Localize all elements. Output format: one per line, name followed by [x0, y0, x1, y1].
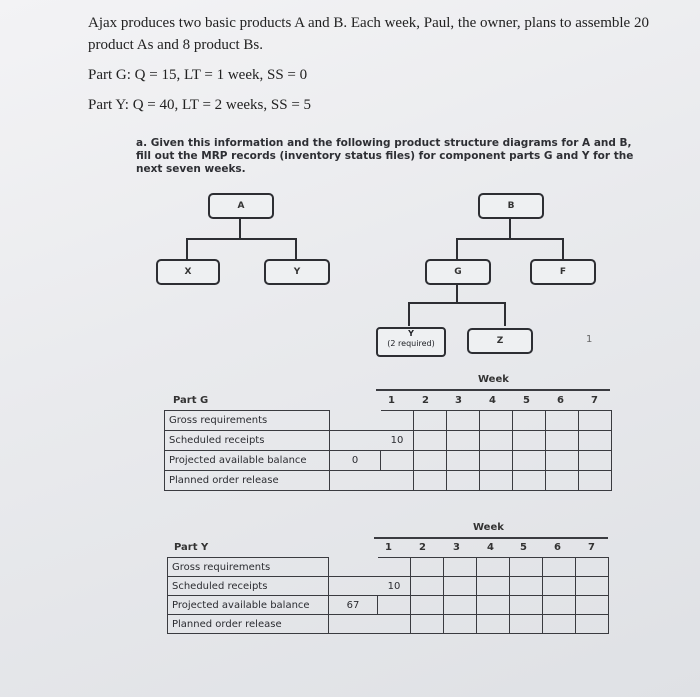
- cell[interactable]: [546, 471, 579, 491]
- cell[interactable]: [381, 471, 414, 491]
- connector: [456, 283, 458, 303]
- connector: [456, 238, 458, 260]
- node-yreq-note: (2 required): [387, 339, 435, 348]
- cell[interactable]: [480, 451, 513, 471]
- part-y-week-5: 5: [520, 542, 527, 553]
- cell[interactable]: [576, 558, 609, 577]
- cell[interactable]: [477, 558, 510, 577]
- cell[interactable]: [447, 471, 480, 491]
- part-g-week-2: 2: [422, 395, 429, 406]
- table-row: [168, 558, 609, 577]
- row-label: Projected available balance: [168, 596, 329, 615]
- row-label: Planned order release: [168, 615, 329, 634]
- cell[interactable]: [477, 577, 510, 596]
- cell[interactable]: [513, 411, 546, 431]
- cell[interactable]: [510, 577, 543, 596]
- cell[interactable]: [513, 431, 546, 451]
- cell[interactable]: [477, 596, 510, 615]
- part-g-week-title: Week: [478, 374, 509, 385]
- cell[interactable]: [378, 596, 411, 615]
- part-g-week-6: 6: [557, 395, 564, 406]
- cell[interactable]: [414, 411, 447, 431]
- cell[interactable]: [378, 558, 411, 577]
- table-row: [165, 451, 612, 471]
- balance-spacer: [330, 431, 381, 451]
- node-y-2-required: [376, 327, 446, 357]
- connector: [186, 238, 296, 240]
- cell[interactable]: [444, 596, 477, 615]
- node-z: [467, 328, 533, 354]
- cell[interactable]: [411, 596, 444, 615]
- balance-spacer: [330, 411, 381, 431]
- cell[interactable]: [513, 451, 546, 471]
- part-y-week-7: 7: [588, 542, 595, 553]
- table-row: [168, 615, 609, 634]
- node-y-label: Y: [293, 267, 301, 277]
- cell[interactable]: [414, 431, 447, 451]
- connector: [186, 238, 188, 260]
- node-f: [530, 259, 596, 285]
- question-a: a. Given this information and the following product structure diagrams for A and B, fill out the MRP records (inventory status files) for component parts G and Y for the next seven weeks.: [136, 137, 634, 175]
- part-y-week-6: 6: [554, 542, 561, 553]
- cell[interactable]: [543, 577, 576, 596]
- balance-spacer: [329, 577, 378, 596]
- balance-spacer: [329, 558, 378, 577]
- connector: [509, 217, 511, 239]
- cell[interactable]: [444, 577, 477, 596]
- node-a: [208, 193, 274, 219]
- cell[interactable]: [477, 615, 510, 634]
- node-x: [156, 259, 220, 285]
- table-row: [168, 577, 609, 596]
- cell[interactable]: [576, 577, 609, 596]
- part-g-mrp-table: [164, 410, 612, 491]
- part-y-week-1: 1: [385, 542, 392, 553]
- connector: [504, 302, 506, 326]
- cell[interactable]: [579, 471, 612, 491]
- cell[interactable]: [513, 471, 546, 491]
- cell[interactable]: [381, 451, 414, 471]
- cell[interactable]: [579, 411, 612, 431]
- cell[interactable]: [480, 411, 513, 431]
- cell[interactable]: [414, 471, 447, 491]
- connector: [239, 217, 241, 239]
- row-label: Scheduled receipts: [168, 577, 329, 596]
- table-row: [165, 411, 612, 431]
- cell[interactable]: [543, 596, 576, 615]
- part-y-week-2: 2: [419, 542, 426, 553]
- cell[interactable]: [576, 615, 609, 634]
- cell[interactable]: [510, 558, 543, 577]
- node-yreq-label: Y: [408, 329, 414, 338]
- part-g-week-1: 1: [388, 395, 395, 406]
- row-label: Projected available balance: [165, 451, 330, 471]
- row-label: Gross requirements: [168, 558, 329, 577]
- cell[interactable]: [444, 558, 477, 577]
- row-label: Gross requirements: [165, 411, 330, 431]
- cell[interactable]: [543, 615, 576, 634]
- table-row: [165, 471, 612, 491]
- cell[interactable]: [447, 451, 480, 471]
- cell[interactable]: [381, 411, 414, 431]
- part-y-week-title: Week: [473, 522, 504, 533]
- connector: [562, 238, 564, 260]
- cell[interactable]: [579, 451, 612, 471]
- week-rule: [374, 537, 608, 539]
- node-z-label: Z: [496, 336, 504, 346]
- cell[interactable]: [546, 431, 579, 451]
- cell[interactable]: [414, 451, 447, 471]
- cell[interactable]: [411, 615, 444, 634]
- cell[interactable]: [444, 615, 477, 634]
- cell[interactable]: [543, 558, 576, 577]
- cell[interactable]: [546, 451, 579, 471]
- part-y-mrp-table: [167, 557, 609, 634]
- scheduled-receipt-week-1[interactable]: 10: [381, 431, 414, 451]
- cell[interactable]: [411, 558, 444, 577]
- node-x-label: X: [184, 267, 192, 277]
- part-g-week-3: 3: [455, 395, 462, 406]
- node-f-label: F: [559, 267, 567, 277]
- row-label: Scheduled receipts: [165, 431, 330, 451]
- connector: [456, 238, 564, 240]
- week-rule: [376, 389, 610, 391]
- table-row: [165, 431, 612, 451]
- cell[interactable]: [579, 431, 612, 451]
- cell[interactable]: [378, 615, 411, 634]
- node-b: [478, 193, 544, 219]
- part-y-week-3: 3: [453, 542, 460, 553]
- node-b-label: B: [507, 201, 515, 211]
- part-y-params: Part Y: Q = 40, LT = 2 weeks, SS = 5: [88, 97, 312, 113]
- row-label: Planned order release: [165, 471, 330, 491]
- part-g-week-7: 7: [591, 395, 598, 406]
- node-g: [425, 259, 491, 285]
- cell[interactable]: [510, 615, 543, 634]
- part-y-title: Part Y: [174, 542, 209, 553]
- part-g-title: Part G: [173, 395, 209, 406]
- cell[interactable]: [447, 431, 480, 451]
- handwritten-mark: 1: [586, 334, 593, 345]
- cell[interactable]: [480, 431, 513, 451]
- intro-line-2: product As and 8 product Bs.: [88, 37, 263, 53]
- connector: [408, 302, 410, 326]
- connector: [295, 238, 297, 260]
- part-g-week-4: 4: [489, 395, 496, 406]
- node-y: [264, 259, 330, 285]
- node-a-label: A: [237, 201, 245, 211]
- node-g-label: G: [454, 267, 462, 277]
- cell[interactable]: [411, 577, 444, 596]
- balance-spacer: [330, 471, 381, 491]
- part-g-week-5: 5: [523, 395, 530, 406]
- cell[interactable]: [576, 596, 609, 615]
- table-row: [168, 596, 609, 615]
- balance-spacer: [329, 615, 378, 634]
- part-y-week-4: 4: [487, 542, 494, 553]
- cell[interactable]: [447, 411, 480, 431]
- intro-line-1: Ajax produces two basic products A and B. Each week, Paul, the owner, plans to assemble 20: [88, 15, 649, 31]
- scheduled-receipt-week-1[interactable]: 10: [378, 577, 411, 596]
- part-g-params: Part G: Q = 15, LT = 1 week, SS = 0: [88, 67, 308, 83]
- initial-balance: 67: [329, 596, 378, 615]
- initial-balance: 0: [330, 451, 381, 471]
- cell[interactable]: [510, 596, 543, 615]
- cell[interactable]: [480, 471, 513, 491]
- connector: [408, 302, 506, 304]
- cell[interactable]: [546, 411, 579, 431]
